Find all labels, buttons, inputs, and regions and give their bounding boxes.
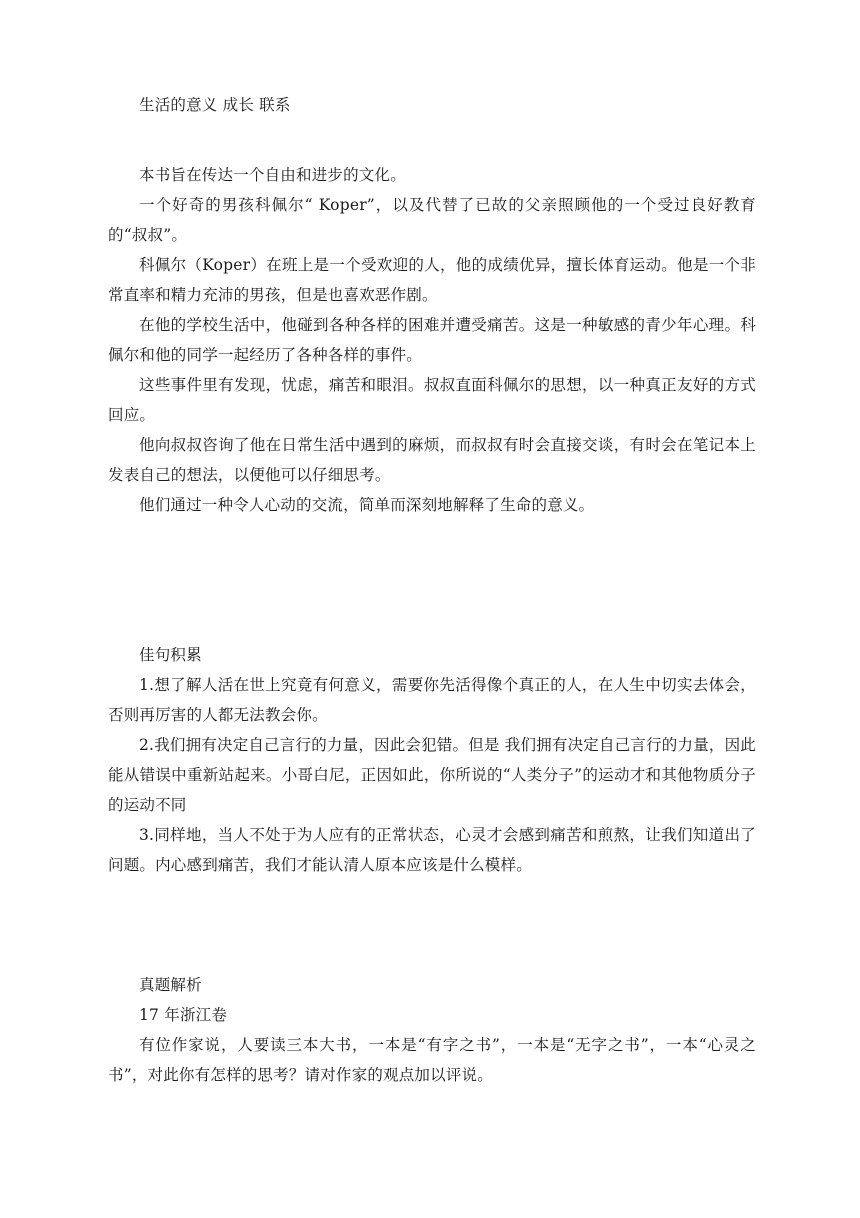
intro-paragraph: 他向叔叔咨询了他在日常生活中遇到的麻烦，而叔叔有时会直接交谈，有时会在笔记本上发表自己的想法，以便他可以仔细思考。: [108, 436, 756, 484]
intro-paragraph: 本书旨在传达一个自由和进步的文化。: [139, 166, 406, 184]
section-heading: 佳句积累: [139, 646, 202, 664]
exam-source: 17 年浙江卷: [139, 1006, 228, 1024]
intro-paragraph: 在他的学校生活中，他碰到各种各样的困难并遭受痛苦。这是一种敏感的青少年心理。科佩尔和他的同学一起经历了各种各样的事件。: [108, 316, 756, 364]
exam-analysis-section: [108, 970, 756, 1090]
intro-paragraph: 这些事件里有发现，忧虑，痛苦和眼泪。叔叔直面科佩尔的思想，以一种真正友好的方式回应。: [108, 376, 756, 424]
quotes-section: [108, 640, 756, 880]
intro-paragraph: 他们通过一种令人心动的交流，简单而深刻地解释了生命的意义。: [139, 496, 595, 514]
quote-item: 2.我们拥有决定自己言行的力量，因此会犯错。但是 我们拥有决定自己言行的力量，因此能从错误中重新站起来。小哥白尼，正因如此，你所说的“人类分子”的运动才和其他物质分子的运动不同: [108, 736, 756, 814]
section-heading: 真题解析: [139, 976, 202, 994]
exam-question: 有位作家说，人要读三本大书，一本是“有字之书”，一本是“无字之书”，一本“心灵之书”，对此你有怎样的思考？请对作家的观点加以评说。: [108, 1036, 756, 1084]
intro-paragraph: 科佩尔（Koper）在班上是一个受欢迎的人，他的成绩优异，擅长体育运动。他是一个非常直率和精力充沛的男孩，但是也喜欢恶作剧。: [108, 256, 756, 304]
quote-item: 1.想了解人活在世上究竟有何意义，需要你先活得像个真正的人，在人生中切实去体会，否则再厉害的人都无法教会你。: [108, 676, 756, 724]
quote-item: 3.同样地，当人不处于为人应有的正常状态，心灵才会感到痛苦和煎熬，让我们知道出了问题。内心感到痛苦，我们才能认清人原本应该是什么模样。: [108, 826, 756, 874]
topic-tags: 生活的意义 成长 联系: [139, 96, 291, 114]
intro-paragraph: 一个好奇的男孩科佩尔“ Koper”，以及代替了已故的父亲照顾他的一个受过良好教育的“叔叔”。: [108, 196, 756, 244]
book-intro-section: [108, 160, 756, 520]
